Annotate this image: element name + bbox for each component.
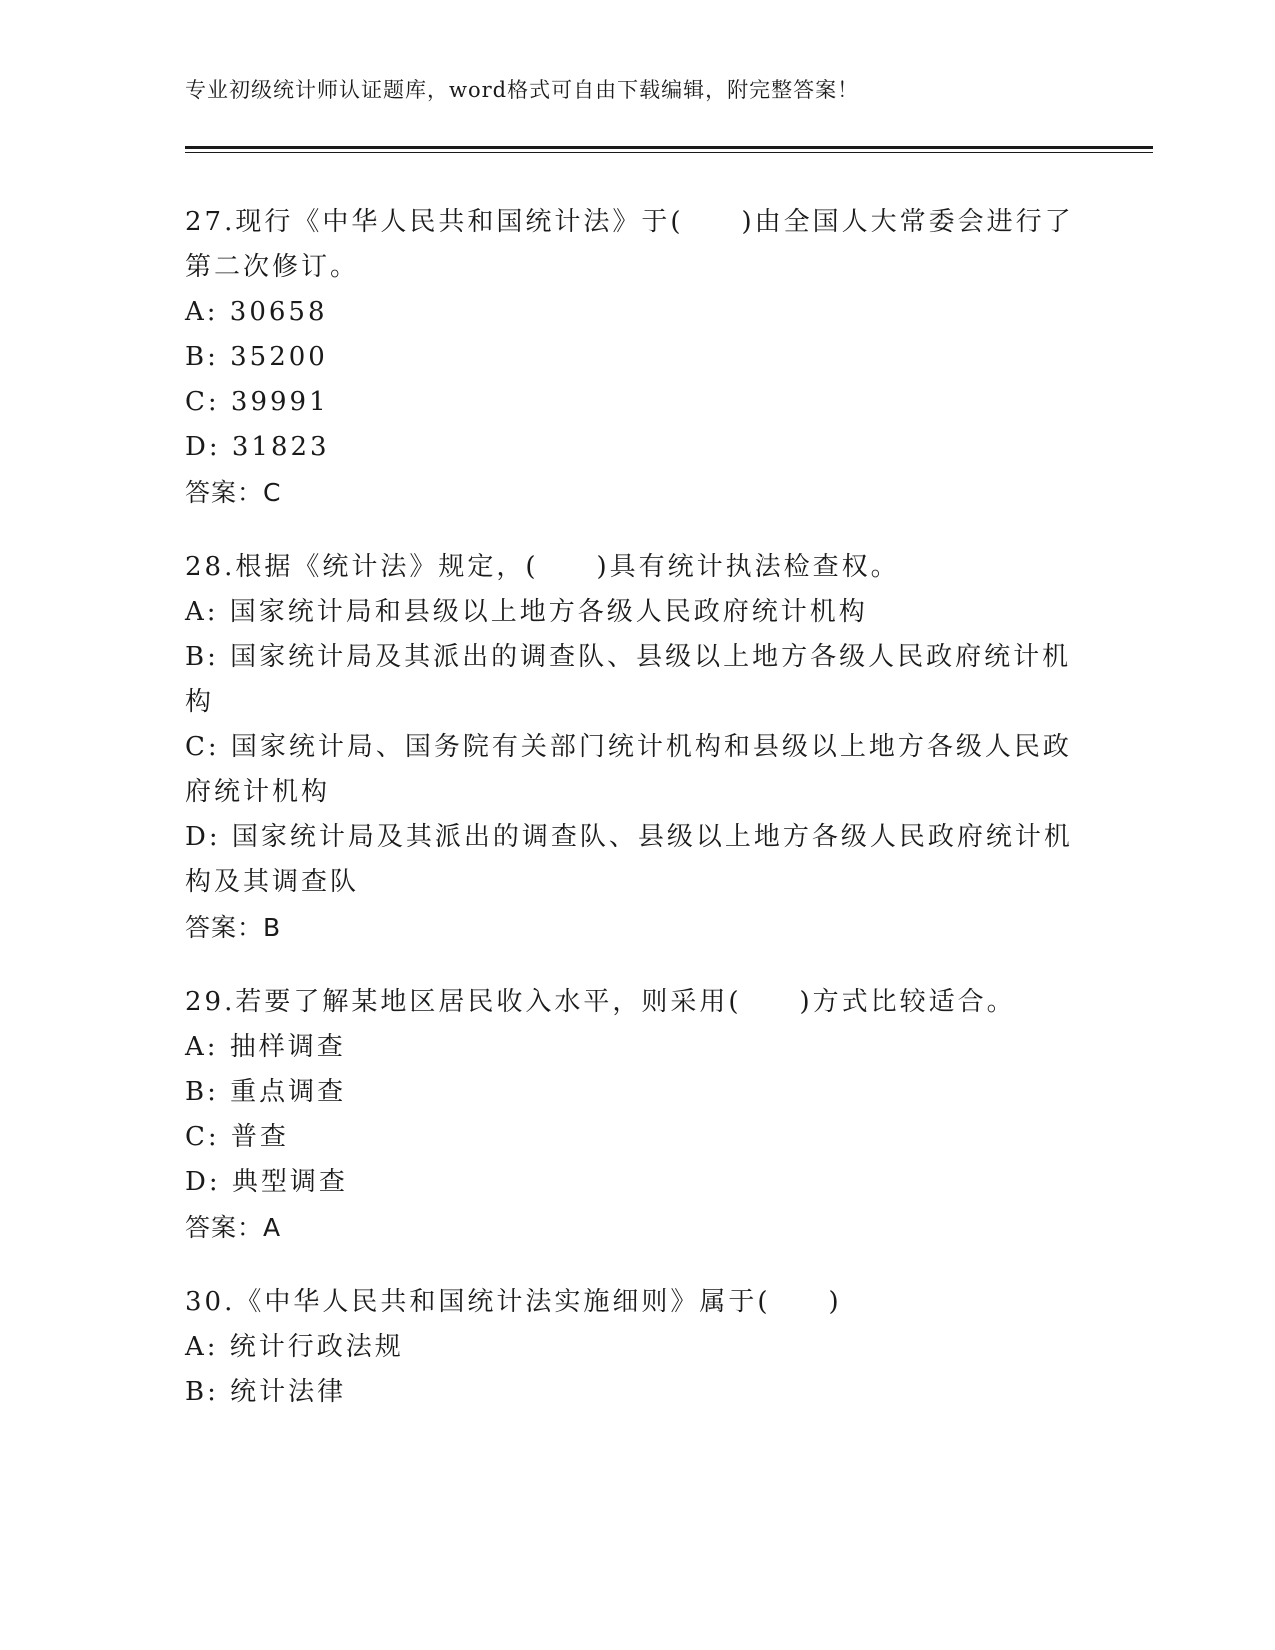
question-29 (185, 980, 1085, 1250)
option-a: A: 国家统计局和县级以上地方各级人民政府统计机构 (185, 597, 868, 627)
option-d: D: 典型调查 (185, 1167, 348, 1197)
answer: 答案：C (185, 478, 282, 507)
option-b: B: 重点调查 (185, 1077, 347, 1107)
question-30 (185, 1280, 1085, 1415)
option-b: B: 统计法律 (185, 1377, 347, 1407)
question-text: 第二次修订。 (185, 252, 360, 282)
answer: 答案：A (185, 1213, 282, 1242)
option-b: B: 国家统计局及其派出的调查队、县级以上地方各级人民政府统计机 (185, 642, 1072, 672)
question-28 (185, 545, 1085, 950)
option-c-continued: 府统计机构 (185, 777, 331, 807)
option-d: D: 31823 (185, 432, 330, 462)
option-a: A: 30658 (185, 297, 328, 327)
option-c: C: 普查 (185, 1122, 289, 1152)
option-a: A: 统计行政法规 (185, 1332, 404, 1362)
header-rule-thin (185, 152, 1153, 153)
option-b: B: 35200 (185, 342, 328, 372)
question-text: 27.现行《中华人民共和国统计法》于( )由全国人大常委会进行了 (185, 207, 1074, 237)
question-list (185, 200, 1085, 1445)
option-c: C: 39991 (185, 387, 329, 417)
question-text: 30.《中华人民共和国统计法实施细则》属于( ) (185, 1287, 842, 1317)
header-rule-thick (185, 146, 1153, 149)
option-d: D: 国家统计局及其派出的调查队、县级以上地方各级人民政府统计机 (185, 822, 1073, 852)
question-27 (185, 200, 1085, 515)
option-a: A: 抽样调查 (185, 1032, 346, 1062)
option-c: C: 国家统计局、国务院有关部门统计机构和县级以上地方各级人民政 (185, 732, 1072, 762)
option-d-continued: 构及其调查队 (185, 867, 360, 897)
answer: 答案：B (185, 913, 282, 942)
option-b-continued: 构 (185, 687, 215, 717)
question-text: 28.根据《统计法》规定，( )具有统计执法检查权。 (185, 552, 900, 582)
page-header: 专业初级统计师认证题库，word格式可自由下载编辑，附完整答案！ (185, 78, 860, 102)
question-text: 29.若要了解某地区居民收入水平，则采用( )方式比较适合。 (185, 987, 1016, 1017)
